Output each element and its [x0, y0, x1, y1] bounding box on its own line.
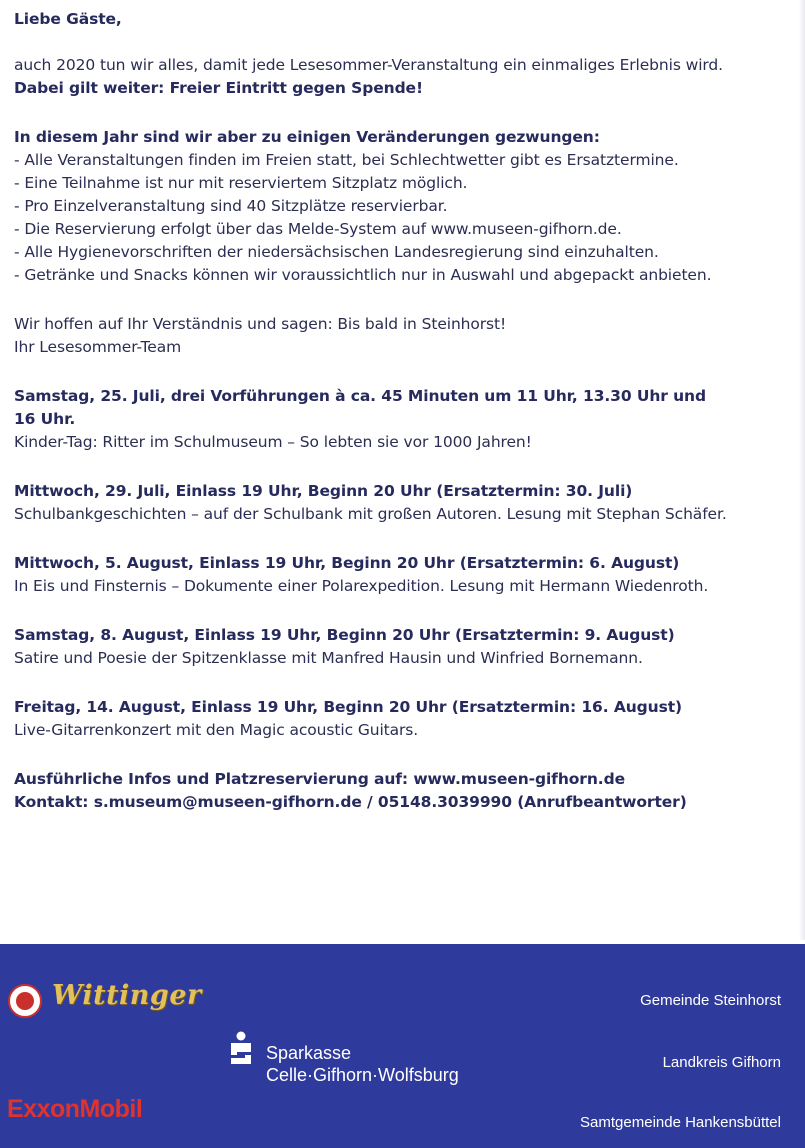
sparkasse-s-icon	[228, 1031, 254, 1065]
event-block	[14, 480, 786, 526]
partner-gemeinde: Gemeinde Steinhorst	[640, 992, 781, 1009]
contact-line: Kontakt: s.museum@museen-gifhorn.de / 05148.3039990 (Anrufbeantworter)	[14, 793, 687, 811]
sponsor-footer	[0, 944, 805, 1148]
event-description: Kinder-Tag: Ritter im Schulmuseum – So lebten sie vor 1000 Jahren!	[14, 433, 532, 451]
changes-heading: In diesem Jahr sind wir aber zu einigen Veränderungen gezwungen:	[14, 128, 600, 146]
event-title: Samstag, 25. Juli, drei Vorführungen à ca. 45 Minuten um 11 Uhr, 13.30 Uhr und	[14, 387, 706, 405]
flyer-body	[14, 8, 786, 814]
salutation: Liebe Gäste,	[14, 10, 122, 28]
sparkasse-name: Sparkasse	[266, 1043, 352, 1063]
sparkasse-logo	[266, 1042, 459, 1086]
partner-samtgemeinde: Samtgemeinde Hankensbüttel	[580, 1114, 781, 1131]
event-block	[14, 385, 786, 454]
closing-line: Wir hoffen auf Ihr Verständnis und sagen: Bis bald in Steinhorst!	[14, 315, 507, 333]
info-line: Ausführliche Infos und Platzreservierung auf: www.museen-gifhorn.de	[14, 770, 625, 788]
change-item: - Die Reservierung erfolgt über das Melde-System auf www.museen-gifhorn.de.	[14, 220, 622, 238]
change-item: - Alle Veranstaltungen finden im Freien statt, bei Schlechtwetter gibt es Ersatztermine.	[14, 151, 679, 169]
event-block	[14, 624, 786, 670]
exxonmobil-logo: ExxonMobil	[7, 1095, 143, 1123]
change-item: - Alle Hygienevorschriften der niedersächsischen Landesregierung sind einzuhalten.	[14, 243, 659, 261]
event-title: Mittwoch, 5. August, Einlass 19 Uhr, Beginn 20 Uhr (Ersatztermin: 6. August)	[14, 554, 680, 572]
event-description: In Eis und Finsternis – Dokumente einer Polarexpedition. Lesung mit Hermann Wiedenroth.	[14, 577, 709, 595]
change-item: - Pro Einzelveranstaltung sind 40 Sitzplätze reservierbar.	[14, 197, 448, 215]
signature-line: Ihr Lesesommer-Team	[14, 338, 182, 356]
event-title: Samstag, 8. August, Einlass 19 Uhr, Beginn 20 Uhr (Ersatztermin: 9. August)	[14, 626, 675, 644]
partner-landkreis: Landkreis Gifhorn	[662, 1054, 781, 1071]
event-description: Satire und Poesie der Spitzenklasse mit Manfred Hausin und Winfried Bornemann.	[14, 649, 643, 667]
event-description: Schulbankgeschichten – auf der Schulbank mit großen Autoren. Lesung mit Stephan Schäfer.	[14, 505, 727, 523]
event-title: Freitag, 14. August, Einlass 19 Uhr, Beginn 20 Uhr (Ersatztermin: 16. August)	[14, 698, 682, 716]
event-title: Mittwoch, 29. Juli, Einlass 19 Uhr, Beginn 20 Uhr (Ersatztermin: 30. Juli)	[14, 482, 633, 500]
event-title: 16 Uhr.	[14, 410, 76, 428]
scan-edge-shadow	[799, 0, 805, 940]
event-description: Live-Gitarrenkonzert mit den Magic acoustic Guitars.	[14, 721, 419, 739]
event-block	[14, 552, 786, 598]
sparkasse-region: Celle·Gifhorn·Wolfsburg	[266, 1065, 459, 1085]
change-item: - Eine Teilnahme ist nur mit reserviertem Sitzplatz möglich.	[14, 174, 468, 192]
intro-line: auch 2020 tun wir alles, damit jede Lesesommer-Veranstaltung ein einmaliges Erlebnis wird.	[14, 56, 723, 74]
free-entry-line: Dabei gilt weiter: Freier Eintritt gegen Spende!	[14, 79, 423, 97]
wittinger-logo: Wittinger	[52, 980, 202, 1011]
event-block	[14, 696, 786, 742]
change-item: - Getränke und Snacks können wir voraussichtlich nur in Auswahl und abgepackt anbieten.	[14, 266, 712, 284]
wittinger-badge-icon	[8, 984, 42, 1018]
